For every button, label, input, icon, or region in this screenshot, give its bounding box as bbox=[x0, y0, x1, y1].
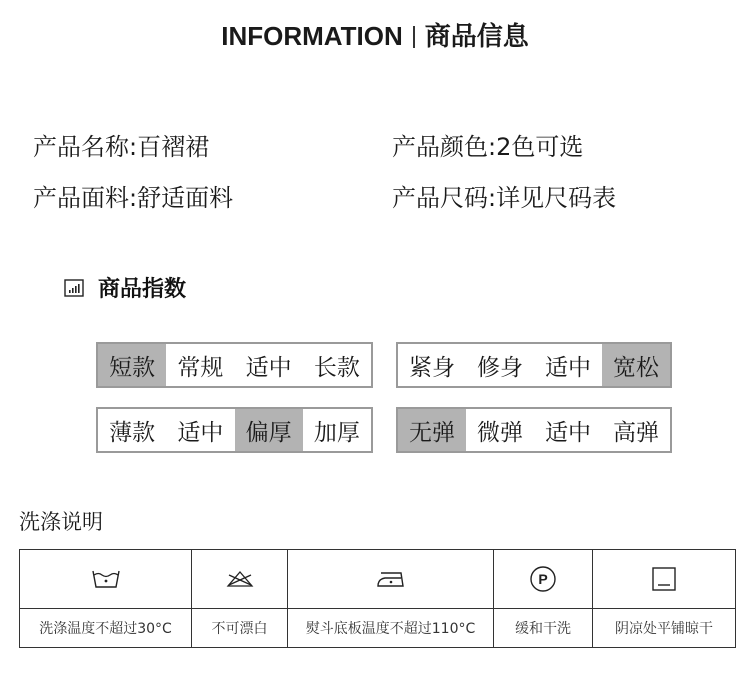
dry-clean-p-icon bbox=[528, 564, 558, 594]
rating-elasticity bbox=[396, 407, 672, 453]
care-text: 缓和干洗 bbox=[494, 609, 593, 648]
rating-length-option: 短款 bbox=[98, 344, 166, 386]
product-size: 产品尺码:详见尺码表 bbox=[392, 184, 617, 212]
rating-elasticity-option: 无弹 bbox=[398, 409, 466, 451]
rating-fit bbox=[396, 342, 672, 388]
care-text: 熨斗底板温度不超过110°C bbox=[288, 609, 494, 648]
rating-length-option: 适中 bbox=[245, 354, 292, 381]
header-divider bbox=[413, 26, 415, 48]
svg-text:P: P bbox=[538, 571, 548, 587]
rating-fit-option: 修身 bbox=[477, 354, 523, 381]
bar-chart-icon bbox=[64, 279, 84, 297]
rating-length-option: 长款 bbox=[313, 354, 360, 381]
flat-dry-shade-icon bbox=[650, 565, 678, 593]
rating-thickness bbox=[96, 407, 373, 453]
rating-length bbox=[96, 342, 373, 388]
care-icon-cell bbox=[288, 550, 494, 609]
rating-elasticity-option: 适中 bbox=[545, 419, 591, 446]
product-index-heading bbox=[64, 272, 186, 303]
care-icon-cell bbox=[20, 550, 192, 609]
rating-fit-option: 宽松 bbox=[602, 344, 670, 386]
rating-thickness-option: 适中 bbox=[177, 419, 224, 446]
page-title bbox=[0, 16, 750, 53]
rating-fit-option: 紧身 bbox=[409, 354, 455, 381]
product-fabric: 产品面料:舒适面料 bbox=[33, 184, 234, 212]
header-title-cn: 商品信息 bbox=[424, 21, 529, 51]
rating-thickness-option: 薄款 bbox=[109, 419, 156, 446]
care-text: 阴凉处平铺晾干 bbox=[593, 609, 736, 648]
care-instructions-table bbox=[19, 549, 736, 648]
wash-30-icon bbox=[91, 568, 121, 590]
iron-icon bbox=[375, 569, 407, 589]
care-icon-cell bbox=[192, 550, 288, 609]
product-name: 产品名称:百褶裙 bbox=[33, 133, 210, 161]
product-color: 产品颜色:2色可选 bbox=[392, 133, 584, 161]
rating-length-option: 常规 bbox=[177, 354, 224, 381]
header-title-en: INFORMATION bbox=[221, 21, 403, 51]
rating-thickness-option: 偏厚 bbox=[235, 409, 303, 451]
care-text: 不可漂白 bbox=[192, 609, 288, 648]
care-text: 洗涤温度不超过30°C bbox=[20, 609, 192, 648]
product-index-title: 商品指数 bbox=[98, 277, 187, 302]
rating-thickness-option: 加厚 bbox=[313, 419, 360, 446]
care-title: 洗涤说明 bbox=[19, 510, 103, 534]
rating-elasticity-option: 高弹 bbox=[613, 419, 659, 446]
care-icon-cell bbox=[593, 550, 736, 609]
rating-fit-option: 适中 bbox=[545, 354, 591, 381]
no-bleach-icon bbox=[225, 569, 255, 589]
rating-elasticity-option: 微弹 bbox=[477, 419, 523, 446]
care-icon-cell bbox=[494, 550, 593, 609]
